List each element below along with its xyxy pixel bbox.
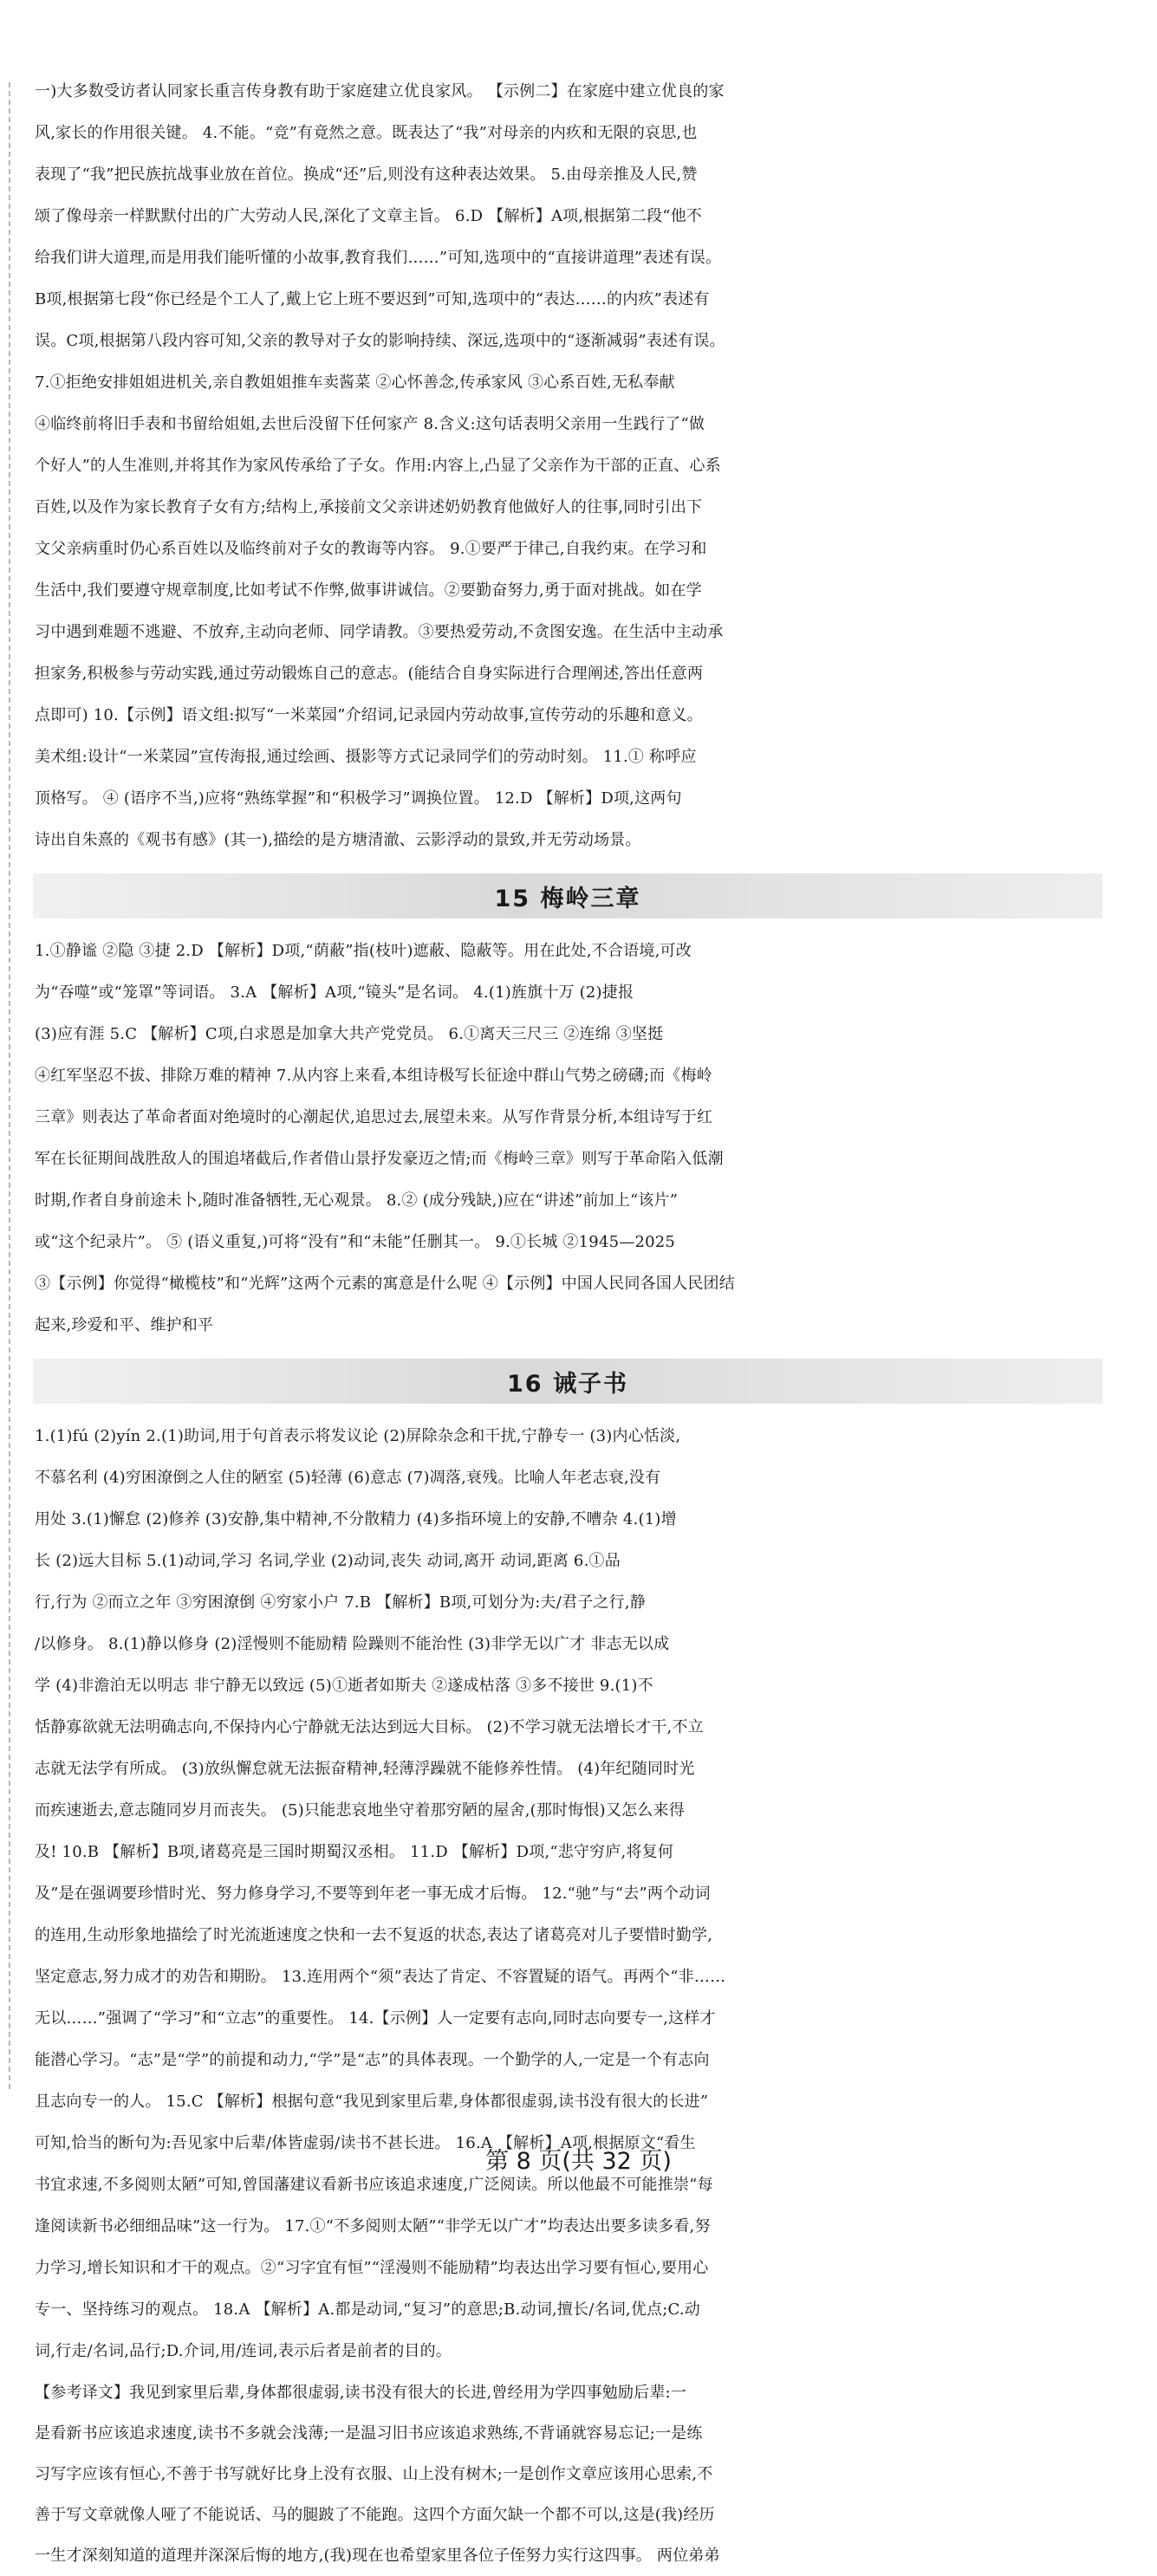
text-line: 顶格写。 ④ (语序不当,)应将“熟练掌握”和“积极学习”调换位置。 12.D 【解析】D项,这两句 [35,789,682,808]
text-line: 军在长征期间战胜敌人的围追堵截后,作者借山景抒发豪迈之情;而《梅岭三章》则写于革命陷入低潮 [35,1150,724,1168]
section-16-title: 16 诫子书 [507,1370,628,1398]
page-footer: 第 8 页(共 32 页) [485,2148,672,2175]
text-line: 专一、坚持练习的观点。 18.A 【解析】A.都是动词,“复习”的意思;B.动词,擅长/名词,优点;C.动 [35,2300,700,2319]
section-16-body [19,1416,1102,2372]
text-line: 而疾速逝去,意志随同岁月而丧失。 (5)只能悲哀地坐守着那穷陋的屋舍,(那时悔恨)又怎么来得 [35,1801,685,1820]
text-line: 不慕名利 (4)穷困潦倒之人住的陋室 (5)轻薄 (6)意志 (7)凋落,衰残。比喻人年老志衰,没有 [35,1469,661,1487]
text-line: 力学习,增长知识和才干的观点。②“习字宜有恒”“淫漫则不能励精”均表达出学习要有恒心,要用心 [35,2259,709,2277]
text-line: 百姓,以及作为家长教育子女有方;结构上,承接前文父亲讲述奶奶教育他做好人的往事,同时引出下 [35,498,703,516]
text-line: ③【示例】你觉得“橄榄枝”和“光辉”这两个元素的寓意是什么呢 ④【示例】中国人民同各国人民团结 [35,1275,735,1293]
section-14-continued [19,71,1102,861]
text-line: ④临终前将旧手表和书留给姐姐,去世后没留下任何家产 8.含义:这句话表明父亲用一生践行了“做 [35,415,705,433]
text-line: 【参考译文】我见到家里后辈,身体都很虚弱,读书没有很大的长进,曾经用为学四事勉励后辈:一 [35,2384,687,2402]
text-line: 三章》则表达了革命者面对绝境时的心潮起伏,追思过去,展望未来。从写作背景分析,本组诗写于红 [35,1108,713,1126]
text-line: 时期,作者自身前途未卜,随时准备牺牲,无心观景。 8.② (成分残缺,)应在“讲述”前加上“该片” [35,1191,679,1210]
text-line: 无以……”强调了“学习”和“立志”的重要性。 14.【示例】人一定要有志向,同时志向要专一,这样才 [35,2009,716,2028]
text-line: 志就无法学有所成。 (3)放纵懈怠就无法振奋精神,轻薄浮躁就不能修养性情。 (4)年纪随同时光 [35,1760,695,1778]
text-line: 诗出自朱熹的《观书有感》(其一),描绘的是方塘清澈、云影浮动的景致,并无劳动场景。 [35,831,641,849]
text-line: 生活中,我们要遵守规章制度,比如考试不作弊,做事讲诚信。②要勤奋努力,勇于面对挑战。如在学 [35,581,702,600]
answer-key-page [19,71,1102,2576]
text-line: 善于写文章就像人哑了不能说话、马的腿跛了不能跑。这四个方面欠缺一个都不可以,这是(我)经历 [35,2506,715,2524]
text-line: 误。C项,根据第八段内容可知,父亲的教导对子女的影响持续、深远,选项中的“逐渐减弱”表述有误。 [35,332,725,350]
text-line: 颂了像母亲一样默默付出的广大劳动人民,深化了文章主旨。 6.D 【解析】A项,根据第二段“他不 [35,207,703,225]
text-line: 及”是在强调要珍惜时光、努力修身学习,不要等到年老一事无成才后悔。 12.“驰”与“去”两个动词 [35,1885,711,1903]
text-line: 习中遇到难题不逃避、不放弃,主动向老师、同学请教。③要热爱劳动,不贪图安逸。在生活中主动承 [35,623,724,641]
text-line: 书宜求速,不多阅则太陋”可知,曾国藩建议看新书应该追求速度,广泛阅读。所以他最不可能推崇“每 [35,2176,713,2194]
reference-translation [19,2372,1102,2576]
section-16-header [33,1359,1102,1404]
text-line: 行,行为 ②而立之年 ③穷困潦倒 ④穷家小户 7.B 【解析】B项,可划分为:夫/君子之行,静 [35,1593,646,1612]
text-line: 且志向专一的人。 15.C 【解析】根据句意“我见到家里后辈,身体都很虚弱,读书没有很大的长进” [35,2093,709,2111]
text-line: 美术组:设计“一米菜园”宣传海报,通过绘画、摄影等方式记录同学们的劳动时刻。 11.① 称呼应 [35,748,697,766]
text-line: 坚定意志,努力成才的劝告和期盼。 13.连用两个“须”表达了肯定、不容置疑的语气。再两个“非…… [35,1968,726,1986]
text-line: 词,行走/名词,品行;D.介词,用/连词,表示后者是前者的目的。 [35,2342,452,2360]
section-15-header [33,873,1102,918]
text-line: 给我们讲大道理,而是用我们能听懂的小故事,教育我们……”可知,选项中的“直接讲道理”表述有误。 [35,249,722,267]
binding-dashed-rule [9,82,10,2089]
text-line: 文父亲病重时仍心系百姓以及临终前对子女的教诲等内容。 9.①要严于律己,自我约束。在学习和 [35,540,707,558]
text-line: 习写字应该有恒心,不善于书写就好比身上没有衣服、山上没有树木;一是创作文章应该用心思索,不 [35,2465,713,2483]
text-line: 担家务,积极参与劳动实践,通过劳动锻炼自己的意志。(能结合自身实际进行合理阐述,答出任意两 [35,665,704,683]
text-line: B项,根据第七段“你已经是个工人了,戴上它上班不要迟到”可知,选项中的“表达……的内疚”表述有 [35,290,710,308]
text-line: 1.①静谧 ②隐 ③捷 2.D 【解析】D项,“荫蔽”指(枝叶)遮蔽、隐蔽等。用在此处,不合语境,可改 [35,942,692,960]
section-15-body [19,931,1102,1346]
text-line: 长 (2)远大目标 5.(1)动词,学习 名词,学业 (2)动词,丧失 动词,离开 动词,距离 6.①品 [35,1552,621,1570]
text-line: 风,家长的作用很关键。 4.不能。“竞”有竟然之意。既表达了“我”对母亲的内疚和无限的哀思,也 [35,124,698,142]
text-line: ④红军坚忍不拔、排除万难的精神 7.从内容上来看,本组诗极写长征途中群山气势之磅礴;而《梅岭 [35,1067,712,1085]
text-line: 能潜心学习。“志”是“学”的前提和动力,“学”是“志”的具体表现。一个勤学的人,一定是一个有志向 [35,2051,710,2069]
text-line: 及! 10.B 【解析】B项,诸葛亮是三国时期蜀汉丞相。 11.D 【解析】D项,“悲守穷庐,将复何 [35,1843,674,1861]
text-line: 7.①拒绝安排姐姐进机关,亲自教姐姐推车卖酱菜 ②心怀善念,传承家风 ③心系百姓,无私奉献 [35,373,675,392]
text-line: 或“这个纪录片”。 ⑤ (语义重复,)可将“没有”和“未能”任删其一。 9.①长城 ②1945—2025 [35,1233,676,1251]
text-line: 起来,珍爱和平、维护和平 [35,1316,214,1334]
section-15-title: 15 梅岭三章 [494,885,641,912]
text-line: /以修身。 8.(1)静以修身 (2)淫慢则不能励精 险躁则不能治性 (3)非学无以广才 非志无以成 [35,1635,670,1653]
text-line: 一)大多数受访者认同家长重言传身教有助于家庭建立优良家风。 【示例二】在家庭中建立优良的家 [35,82,725,101]
text-line: 逢阅读新书必细细品味”这一行为。 17.①“不多阅则太陋”“非学无以广才”均表达出要多读多看,努 [35,2217,711,2235]
text-line: 用处 3.(1)懈怠 (2)修养 (3)安静,集中精神,不分散精力 (4)多指环境上的安静,不嘈杂 4.(1)增 [35,1510,677,1528]
text-line: 恬静寡欲就无法明确志向,不保持内心宁静就无法达到远大目标。 (2)不学习就无法增长才干,不立 [35,1718,704,1736]
text-line: 一生才深刻知道的道理并深深后悔的地方,(我)现在也希望家里各位子侄努力实行这四事。 两位弟弟 [35,2547,720,2565]
text-line: (3)应有涯 5.C 【解析】C项,白求恩是加拿大共产党党员。 6.①离天三尺三 ②连绵 ③坚挺 [35,1025,664,1043]
text-line: 为“吞噬”或“笼罩”等词语。 3.A 【解析】A项,“镜头”是名词。 4.(1)旌旗十万 (2)捷报 [35,983,634,1002]
text-line: 可知,恰当的断句为:吾见家中后辈/体皆虚弱/读书不甚长进。 16.A 【解析】A项,根据原文“看生 [35,2134,696,2152]
text-line: 表现了“我”把民族抗战事业放在首位。换成“还”后,则没有这种表达效果。 5.由母亲推及人民,赞 [35,165,698,184]
text-line: 个好人”的人生准则,并将其作为家风传承给了子女。作用:内容上,凸显了父亲作为干部的正直、心系 [35,457,721,475]
text-line: 1.(1)fú (2)yín 2.(1)助词,用于句首表示将发议论 (2)屏除杂念和干扰,宁静专一 (3)内心恬淡, [35,1427,681,1445]
text-line: 是看新书应该追求速度,读书不多就会浅薄;一是温习旧书应该追求熟练,不背诵就容易忘记;一是练 [35,2424,703,2443]
text-line: 点即可) 10.【示例】语文组:拟写“一米菜园”介绍词,记录园内劳动故事,宣传劳动的乐趣和意义。 [35,706,703,724]
text-line: 的连用,生动形象地描绘了时光流逝速度之快和一去不复返的状态,表达了诸葛亮对儿子要惜时勤学, [35,1926,713,1944]
text-line: 学 (4)非澹泊无以明志 非宁静无以致远 (5)①逝者如斯夫 ②遂成枯落 ③多不接世 9.(1)不 [35,1677,653,1695]
